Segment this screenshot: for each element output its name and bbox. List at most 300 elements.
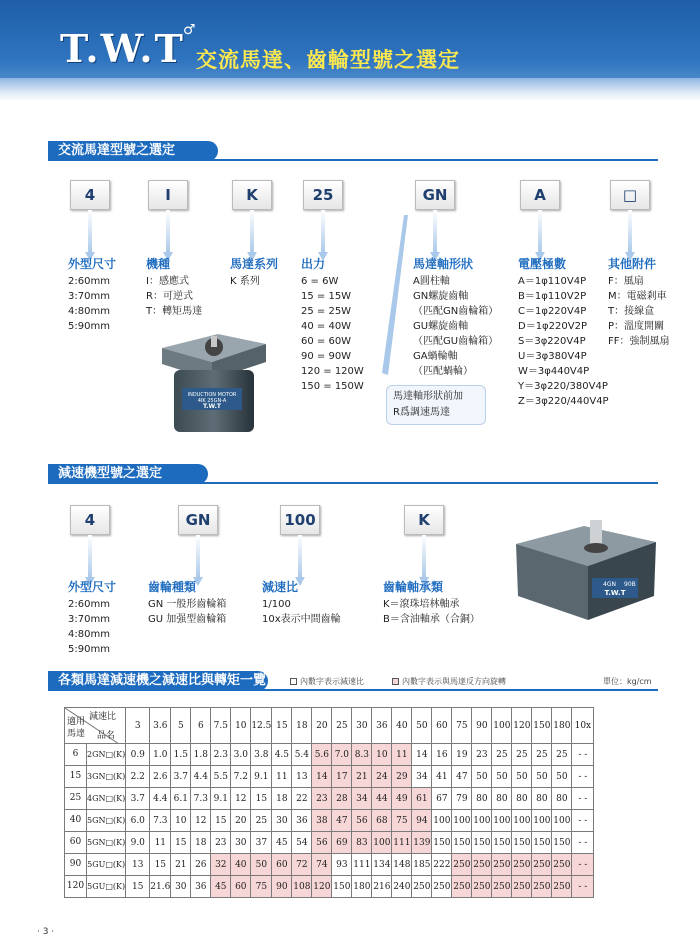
gear-model: 4GN□(K): [87, 794, 126, 803]
spec-column-title: 馬達系列: [230, 257, 279, 271]
ratio-header-cell: 12.5: [251, 708, 272, 744]
motor-power-cell: [65, 744, 126, 766]
torque-cell: 15: [211, 810, 231, 832]
section-title-table: 各類馬達減速機之減速比與轉矩一覽表: [48, 671, 268, 691]
ratio-header-cell: 60: [432, 708, 452, 744]
spec-column: [262, 580, 372, 627]
torque-cell: 2.6: [150, 766, 171, 788]
torque-cell: 150: [332, 876, 352, 898]
torque-cell: 56: [312, 832, 332, 854]
torque-cell: 6.1: [171, 788, 191, 810]
torque-cell: 29: [392, 766, 412, 788]
model-code-box: A: [520, 180, 560, 210]
ratio-header-cell: 25: [332, 708, 352, 744]
motor-power-cell: [65, 810, 126, 832]
motor-power: 90: [65, 854, 87, 875]
torque-cell: - -: [572, 744, 594, 766]
torque-cell: 25: [251, 810, 272, 832]
torque-cell: 250: [532, 876, 552, 898]
model-code-box: GN: [178, 505, 218, 535]
ratio-header-cell: 10x: [572, 708, 594, 744]
page-title: 交流馬達、齒輪型號之選定: [196, 48, 460, 72]
torque-cell: 45: [211, 876, 231, 898]
spec-column-title: 齒輪種類: [148, 580, 197, 594]
torque-cell: 14: [412, 744, 432, 766]
table-corner: [65, 708, 126, 744]
ratio-header-cell: 6: [191, 708, 211, 744]
torque-cell: - -: [572, 810, 594, 832]
torque-cell: 5.5: [211, 766, 231, 788]
header-stripe: [0, 78, 700, 100]
torque-cell: 24: [372, 766, 392, 788]
table-row: [65, 744, 594, 766]
torque-cell: 34: [352, 788, 372, 810]
torque-cell: 60: [231, 876, 251, 898]
spec-item: 60 = 60W: [301, 336, 352, 347]
torque-cell: 250: [472, 876, 492, 898]
motor-model-wrap: [65, 744, 125, 765]
torque-cell: 148: [392, 854, 412, 876]
model-code-box: 4: [70, 180, 110, 210]
ratio-header-cell: 5: [171, 708, 191, 744]
torque-cell: 100: [472, 810, 492, 832]
torque-cell: 36: [191, 876, 211, 898]
motor-power-cell: [65, 876, 126, 898]
spec-item: M：電磁剎車: [608, 291, 667, 302]
torque-cell: 250: [532, 854, 552, 876]
torque-cell: 3.8: [251, 744, 272, 766]
motor-model-wrap: [65, 854, 125, 875]
torque-cell: 56: [352, 810, 372, 832]
torque-cell: 30: [231, 832, 251, 854]
torque-cell: 4.4: [191, 766, 211, 788]
gear-plate-brand: T.W.T: [604, 589, 626, 597]
torque-cell: 30: [272, 810, 292, 832]
ratio-header-cell: 150: [532, 708, 552, 744]
spec-item: S＝3φ220V4P: [518, 336, 586, 347]
torque-cell: 1.8: [191, 744, 211, 766]
torque-cell: 25: [512, 744, 532, 766]
page-header: [0, 0, 700, 100]
torque-cell: 8.3: [352, 744, 372, 766]
spec-column: [68, 257, 148, 334]
gear-model: 5GU□(K): [87, 860, 126, 869]
torque-cell: 18: [272, 788, 292, 810]
torque-cell: 28: [332, 788, 352, 810]
motor-power: 15: [65, 766, 87, 787]
legend-pink: [392, 676, 506, 687]
down-arrow-icon: [163, 210, 173, 262]
corner-left-label: 適用 馬達: [67, 717, 86, 739]
motor-power: 40: [65, 810, 87, 831]
spec-item: 6 = 6W: [301, 276, 339, 287]
torque-cell: 44: [372, 788, 392, 810]
torque-cell: 3.0: [231, 744, 251, 766]
motor-plate-model: 4IK 25GN-A: [197, 398, 227, 404]
torque-cell: - -: [572, 788, 594, 810]
torque-cell: 15: [171, 832, 191, 854]
table-row: [65, 788, 594, 810]
motor-power: 120: [65, 876, 87, 897]
gearhead-image: [510, 520, 660, 625]
torque-cell: 38: [312, 810, 332, 832]
spec-column-title: 馬達軸形狀: [413, 257, 474, 271]
page-number: · 3 ·: [37, 927, 55, 937]
torque-cell: 150: [492, 832, 512, 854]
spec-item: F：風扇: [608, 276, 644, 287]
spec-item: 2:60mm: [68, 276, 110, 287]
spec-item: （匹配蝸輪）: [413, 366, 473, 377]
torque-cell: 25: [552, 744, 572, 766]
brand-logo: T.W.T: [60, 26, 185, 71]
ratio-header-cell: 18: [292, 708, 312, 744]
torque-table-wrap: [64, 707, 594, 898]
torque-cell: 9.1: [211, 788, 231, 810]
torque-cell: 250: [512, 876, 532, 898]
torque-cell: 13: [292, 766, 312, 788]
torque-cell: 26: [191, 854, 211, 876]
model-code-box: K: [404, 505, 444, 535]
torque-cell: 17: [332, 766, 352, 788]
section-title-motor: 交流馬達型號之選定: [48, 141, 218, 161]
spec-item: B＝1φ110V2P: [518, 291, 587, 302]
spec-item: 4:80mm: [68, 306, 110, 317]
torque-cell: 50: [472, 766, 492, 788]
corner-mid-label: 品名: [97, 731, 116, 741]
torque-cell: 250: [452, 876, 472, 898]
torque-cell: - -: [572, 766, 594, 788]
model-code-box: I: [148, 180, 188, 210]
torque-cell: 100: [512, 810, 532, 832]
torque-cell: 47: [332, 810, 352, 832]
torque-cell: 47: [452, 766, 472, 788]
torque-cell: 68: [372, 810, 392, 832]
spec-item: Z＝3φ220/440V4P: [518, 396, 609, 407]
torque-cell: 80: [512, 788, 532, 810]
spec-column: [146, 257, 226, 319]
gear-model: 2GN□(K): [87, 750, 126, 759]
spec-column: [608, 257, 698, 349]
torque-cell: - -: [572, 832, 594, 854]
torque-cell: 134: [372, 854, 392, 876]
torque-cell: 23: [211, 832, 231, 854]
spec-column-title: 機種: [146, 257, 171, 271]
torque-cell: 7.2: [231, 766, 251, 788]
torque-cell: 180: [352, 876, 372, 898]
spec-item: A圓柱軸: [413, 276, 450, 287]
torque-cell: 9.0: [126, 832, 150, 854]
torque-cell: 3.7: [171, 766, 191, 788]
spec-item: 3:70mm: [68, 614, 110, 625]
torque-cell: 93: [332, 854, 352, 876]
motor-model-wrap: [65, 766, 125, 787]
torque-cell: 15: [126, 876, 150, 898]
spec-column-title: 其他附件: [608, 257, 657, 271]
torque-cell: 21: [171, 854, 191, 876]
shaft-note-arrow: [378, 215, 418, 390]
spec-item: B＝含油軸承（合銅）: [383, 614, 480, 625]
torque-cell: 11: [272, 766, 292, 788]
spec-item: W＝3φ440V4P: [518, 366, 590, 377]
torque-cell: 32: [211, 854, 231, 876]
torque-cell: 250: [552, 854, 572, 876]
ratio-header-cell: 90: [472, 708, 492, 744]
torque-cell: 100: [552, 810, 572, 832]
torque-cell: 20: [231, 810, 251, 832]
ac-motor-image: [158, 330, 270, 435]
torque-cell: 50: [512, 766, 532, 788]
torque-cell: 75: [392, 810, 412, 832]
spec-item: K 系列: [230, 276, 260, 287]
ratio-header-cell: 30: [352, 708, 372, 744]
torque-cell: 250: [492, 876, 512, 898]
torque-cell: 61: [412, 788, 432, 810]
torque-cell: 18: [191, 832, 211, 854]
spec-column-title: 外型尺寸: [68, 257, 117, 271]
ratio-header-cell: 10: [231, 708, 251, 744]
torque-cell: 67: [432, 788, 452, 810]
gear-model: 3GN□(K): [87, 772, 126, 781]
torque-cell: 60: [272, 854, 292, 876]
torque-cell: 150: [472, 832, 492, 854]
torque-cell: 5.4: [292, 744, 312, 766]
torque-cell: 15: [150, 854, 171, 876]
section-title-gearhead: 減速機型號之選定: [48, 464, 208, 484]
torque-cell: 1.5: [171, 744, 191, 766]
torque-cell: 50: [251, 854, 272, 876]
torque-cell: 11: [392, 744, 412, 766]
legend-white-swatch: [290, 678, 297, 685]
spec-item: I：感應式: [146, 276, 189, 287]
torque-cell: 100: [372, 832, 392, 854]
unit-label: 單位：kg/cm: [603, 677, 652, 686]
torque-table: [64, 707, 594, 898]
gear-model: 5GU□(K): [87, 882, 126, 891]
torque-cell: 4.5: [272, 744, 292, 766]
motor-model-wrap: [65, 788, 125, 809]
down-arrow-icon: [430, 210, 440, 262]
torque-cell: 216: [372, 876, 392, 898]
section-divider: [48, 689, 658, 691]
torque-cell: 10: [171, 810, 191, 832]
gear-plate-model: 4GN: [603, 581, 616, 588]
torque-cell: 5.6: [312, 744, 332, 766]
legend-white-label: 內數字表示減速比: [300, 677, 364, 686]
section-divider: [48, 482, 658, 484]
torque-cell: 72: [292, 854, 312, 876]
torque-cell: 80: [552, 788, 572, 810]
torque-cell: 100: [452, 810, 472, 832]
corner-top-label: 減速比: [89, 712, 117, 722]
shaft-note-line: 馬達軸形狀前加: [393, 391, 463, 402]
spec-column: [148, 580, 258, 627]
motor-power-cell: [65, 832, 126, 854]
ratio-header-cell: 180: [552, 708, 572, 744]
torque-cell: 14: [312, 766, 332, 788]
model-code-box: K: [232, 180, 272, 210]
spec-item: K＝滾珠培林軸承: [383, 599, 460, 610]
model-code-box: 25: [303, 180, 343, 210]
torque-cell: 15: [251, 788, 272, 810]
torque-cell: 250: [492, 854, 512, 876]
torque-cell: 9.1: [251, 766, 272, 788]
spec-item: A＝1φ110V4P: [518, 276, 587, 287]
spec-item: 40 = 40W: [301, 321, 352, 332]
gear-model: 5GN□(K): [87, 838, 126, 847]
motor-power: 25: [65, 788, 87, 809]
table-row: [65, 810, 594, 832]
section-divider: [48, 159, 658, 161]
down-arrow-icon: [625, 210, 635, 262]
torque-cell: 222: [432, 854, 452, 876]
ratio-header-cell: 36: [372, 708, 392, 744]
motor-model-wrap: [65, 832, 125, 853]
torque-cell: 111: [352, 854, 372, 876]
torque-cell: 6.0: [126, 810, 150, 832]
motor-power-cell: [65, 766, 126, 788]
torque-cell: 50: [492, 766, 512, 788]
down-arrow-icon: [247, 210, 257, 262]
torque-cell: 13: [126, 854, 150, 876]
torque-cell: 250: [452, 854, 472, 876]
legend-white: [290, 676, 364, 687]
motor-power: 6: [65, 744, 87, 765]
spec-item: D＝1φ220V2P: [518, 321, 587, 332]
torque-cell: 2.3: [211, 744, 231, 766]
torque-cell: 150: [552, 832, 572, 854]
spec-item: T：接線盒: [608, 306, 655, 317]
torque-cell: 7.3: [150, 810, 171, 832]
torque-cell: 7.3: [191, 788, 211, 810]
spec-column: [68, 580, 148, 657]
spec-item: U＝3φ380V4P: [518, 351, 587, 362]
spec-item: 3:70mm: [68, 291, 110, 302]
torque-cell: 150: [532, 832, 552, 854]
table-row: [65, 876, 594, 898]
motor-power-cell: [65, 788, 126, 810]
torque-cell: 45: [272, 832, 292, 854]
spec-item: GN 一般形齒輪箱: [148, 599, 227, 610]
torque-cell: 40: [231, 854, 251, 876]
torque-cell: 111: [392, 832, 412, 854]
torque-cell: 108: [292, 876, 312, 898]
spec-item: 90 = 90W: [301, 351, 352, 362]
spec-item: 4:80mm: [68, 629, 110, 640]
spec-item: GA蝸輪軸: [413, 351, 458, 362]
torque-cell: 185: [412, 854, 432, 876]
spec-item: 120 = 120W: [301, 366, 364, 377]
torque-cell: 100: [532, 810, 552, 832]
ratio-header-cell: 100: [492, 708, 512, 744]
torque-cell: 54: [292, 832, 312, 854]
table-row: [65, 854, 594, 876]
torque-cell: 16: [432, 744, 452, 766]
torque-cell: 94: [412, 810, 432, 832]
torque-cell: 150: [512, 832, 532, 854]
spec-column: [230, 257, 310, 289]
shaft-note: [386, 385, 486, 425]
spec-item: 10x表示中間齒輪: [262, 614, 341, 625]
torque-cell: 3.7: [126, 788, 150, 810]
spec-item: 150 = 150W: [301, 381, 364, 392]
ratio-header-cell: 20: [312, 708, 332, 744]
spec-column: [413, 257, 523, 379]
torque-cell: 25: [532, 744, 552, 766]
model-code-box: 100: [280, 505, 320, 535]
torque-cell: 100: [492, 810, 512, 832]
torque-cell: 21.6: [150, 876, 171, 898]
spec-item: Y＝3φ220/380V4P: [518, 381, 608, 392]
torque-cell: 25: [492, 744, 512, 766]
torque-cell: 75: [251, 876, 272, 898]
torque-cell: 34: [412, 766, 432, 788]
spec-item: 2:60mm: [68, 599, 110, 610]
torque-cell: - -: [572, 854, 594, 876]
torque-cell: 7.0: [332, 744, 352, 766]
torque-cell: 0.9: [126, 744, 150, 766]
torque-cell: 250: [472, 854, 492, 876]
spec-item: P：溫度開關: [608, 321, 665, 332]
ratio-header-cell: 3: [126, 708, 150, 744]
spec-item: （匹配GN齒輪箱）: [413, 306, 499, 317]
motor-plate-brand: T.W.T: [203, 403, 221, 410]
ratio-header-cell: 120: [512, 708, 532, 744]
torque-cell: 30: [171, 876, 191, 898]
torque-cell: 80: [492, 788, 512, 810]
torque-cell: 80: [472, 788, 492, 810]
spec-column-title: 出力: [301, 257, 326, 271]
down-arrow-icon: [535, 210, 545, 262]
motor-model-wrap: [65, 810, 125, 831]
torque-cell: 83: [352, 832, 372, 854]
model-code-box: □: [610, 180, 650, 210]
torque-cell: 120: [312, 876, 332, 898]
torque-cell: 1.0: [150, 744, 171, 766]
spec-item: 5:90mm: [68, 644, 110, 655]
torque-cell: 37: [251, 832, 272, 854]
ratio-header-cell: 75: [452, 708, 472, 744]
spec-item: GN螺旋齒軸: [413, 291, 469, 302]
ratio-header-cell: 15: [272, 708, 292, 744]
spec-item: GU 加强型齒輪箱: [148, 614, 227, 625]
table-row: [65, 832, 594, 854]
torque-cell: 11: [150, 832, 171, 854]
spec-item: FF：強制風扇: [608, 336, 670, 347]
ratio-header-cell: 40: [392, 708, 412, 744]
torque-cell: 150: [452, 832, 472, 854]
torque-cell: 22: [292, 788, 312, 810]
torque-cell: 21: [352, 766, 372, 788]
spec-item: 1/100: [262, 599, 291, 610]
motor-model-wrap: [65, 876, 125, 897]
torque-cell: 49: [392, 788, 412, 810]
ratio-header-cell: 7.5: [211, 708, 231, 744]
torque-cell: 240: [392, 876, 412, 898]
model-code-box: 4: [70, 505, 110, 535]
torque-cell: 79: [452, 788, 472, 810]
torque-cell: 12: [231, 788, 251, 810]
spec-item: T：轉矩馬達: [146, 306, 203, 317]
ratio-header-cell: 50: [412, 708, 432, 744]
spec-column-title: 減速比: [262, 580, 299, 594]
torque-cell: 12: [191, 810, 211, 832]
down-arrow-icon: [318, 210, 328, 262]
down-arrow-icon: [85, 210, 95, 262]
torque-cell: 139: [412, 832, 432, 854]
legend-pink-label: 內數字表示與馬達反方向旋轉: [402, 677, 506, 686]
torque-cell: 250: [412, 876, 432, 898]
torque-cell: 23: [312, 788, 332, 810]
